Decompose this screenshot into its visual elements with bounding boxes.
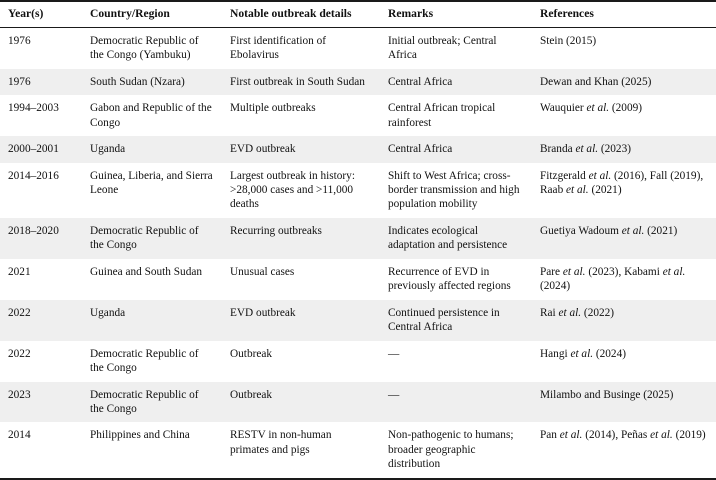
cell-year: 2014 bbox=[0, 422, 82, 478]
cell-details: Multiple outbreaks bbox=[222, 95, 380, 136]
table-row bbox=[0, 27, 716, 68]
cell-details: Outbreak bbox=[222, 382, 380, 423]
reference-year: (2021) bbox=[644, 224, 678, 237]
cell-details: Unusual cases bbox=[222, 259, 380, 300]
reference-author: Hangi bbox=[540, 347, 571, 360]
et-al-italic: et al. bbox=[662, 265, 686, 278]
reference-year: (2024) bbox=[540, 280, 571, 293]
et-al-italic: et al. bbox=[559, 429, 583, 442]
cell-year: 2000–2001 bbox=[0, 136, 82, 162]
cell-references bbox=[532, 136, 716, 162]
reference-author: Guetiya Wadoum bbox=[540, 224, 622, 237]
table-row bbox=[0, 341, 716, 382]
reference-year: (2021) bbox=[588, 184, 622, 196]
cell-country: Guinea, Liberia, and Sierra Leone bbox=[82, 163, 222, 218]
et-al-italic: et al. bbox=[575, 143, 599, 156]
table-row bbox=[0, 259, 716, 300]
table-row bbox=[0, 163, 716, 218]
cell-remarks: Central African tropical rainforest bbox=[380, 95, 532, 136]
reference-author: Fitzgerald bbox=[540, 169, 589, 182]
table-row bbox=[0, 382, 716, 423]
cell-references bbox=[532, 422, 716, 478]
cell-remarks: Shift to West Africa; cross-border transmission and high population mobility bbox=[380, 163, 532, 218]
cell-country: Democratic Republic of the Congo bbox=[82, 218, 222, 259]
cell-references bbox=[532, 163, 716, 218]
cell-references bbox=[532, 218, 716, 259]
cell-references: Dewan and Khan (2025) bbox=[532, 69, 716, 95]
column-header-references: References bbox=[532, 1, 716, 27]
table-body bbox=[0, 27, 716, 478]
et-al-italic: et al. bbox=[566, 184, 589, 196]
reference-author: Rai bbox=[540, 306, 559, 319]
cell-details: RESTV in non-human primates and pigs bbox=[222, 422, 380, 478]
cell-remarks: — bbox=[380, 382, 532, 423]
cell-country: Democratic Republic of the Congo (Yambuku) bbox=[82, 27, 222, 68]
cell-details: First identification of Ebolavirus bbox=[222, 27, 380, 68]
reference-author: Pare bbox=[540, 265, 563, 278]
column-header-country: Country/Region bbox=[82, 1, 222, 27]
table-row bbox=[0, 69, 716, 95]
et-al-italic: et al. bbox=[588, 169, 612, 182]
table-header bbox=[0, 1, 716, 27]
cell-country: Gabon and Republic of the Congo bbox=[82, 95, 222, 136]
cell-references: Stein (2015) bbox=[532, 27, 716, 68]
reference-year: (2023), Kabami bbox=[585, 265, 663, 278]
et-al-italic: et al. bbox=[558, 306, 582, 319]
cell-country: Uganda bbox=[82, 136, 222, 162]
cell-remarks: Non-pathogenic to humans; broader geographic distribution bbox=[380, 422, 532, 478]
cell-country: Philippines and China bbox=[82, 422, 222, 478]
cell-details: Outbreak bbox=[222, 341, 380, 382]
column-header-details: Notable outbreak details bbox=[222, 1, 380, 27]
table-row bbox=[0, 300, 716, 341]
table-row bbox=[0, 136, 716, 162]
reference-year: (2019) bbox=[672, 429, 706, 442]
cell-references: Milambo and Businge (2025) bbox=[532, 382, 716, 423]
cell-year: 2021 bbox=[0, 259, 82, 300]
cell-year: 1994–2003 bbox=[0, 95, 82, 136]
cell-details: Largest outbreak in history: >28,000 cases and >11,000 deaths bbox=[222, 163, 380, 218]
cell-country: South Sudan (Nzara) bbox=[82, 69, 222, 95]
et-al-italic: et al. bbox=[650, 429, 673, 442]
reference-year: (2022) bbox=[581, 306, 615, 319]
cell-remarks: Recurrence of EVD in previously affected regions bbox=[380, 259, 532, 300]
et-al-italic: et al. bbox=[562, 265, 586, 278]
reference-author: Pan bbox=[540, 429, 560, 442]
cell-references bbox=[532, 95, 716, 136]
reference-year: (2024) bbox=[593, 347, 626, 360]
cell-references bbox=[532, 341, 716, 382]
et-al-italic: et al. bbox=[621, 224, 645, 237]
cell-remarks: — bbox=[380, 341, 532, 382]
cell-year: 2014–2016 bbox=[0, 163, 82, 218]
cell-country: Uganda bbox=[82, 300, 222, 341]
column-header-year: Year(s) bbox=[0, 1, 82, 27]
cell-references bbox=[532, 259, 716, 300]
cell-year: 2018–2020 bbox=[0, 218, 82, 259]
cell-country: Guinea and South Sudan bbox=[82, 259, 222, 300]
cell-details: EVD outbreak bbox=[222, 136, 380, 162]
cell-country: Democratic Republic of the Congo bbox=[82, 341, 222, 382]
cell-year: 1976 bbox=[0, 69, 82, 95]
table-row bbox=[0, 95, 716, 136]
cell-remarks: Initial outbreak; Central Africa bbox=[380, 27, 532, 68]
et-al-italic: et al. bbox=[586, 102, 610, 115]
cell-details: First outbreak in South Sudan bbox=[222, 69, 380, 95]
cell-remarks: Central Africa bbox=[380, 69, 532, 95]
cell-year: 2023 bbox=[0, 382, 82, 423]
table-header-row bbox=[0, 1, 716, 27]
cell-remarks: Indicates ecological adaptation and persistence bbox=[380, 218, 532, 259]
reference-year: (2023) bbox=[598, 143, 631, 156]
table-row bbox=[0, 218, 716, 259]
column-header-remarks: Remarks bbox=[380, 1, 532, 27]
cell-remarks: Central Africa bbox=[380, 136, 532, 162]
reference-year: (2009) bbox=[609, 102, 643, 115]
cell-country: Democratic Republic of the Congo bbox=[82, 382, 222, 423]
et-al-italic: et al. bbox=[570, 347, 594, 360]
table-row bbox=[0, 422, 716, 478]
cell-details: EVD outbreak bbox=[222, 300, 380, 341]
reference-author: Branda bbox=[540, 143, 576, 156]
reference-author: Wauquier bbox=[540, 102, 587, 115]
cell-year: 2022 bbox=[0, 300, 82, 341]
cell-details: Recurring outbreaks bbox=[222, 218, 380, 259]
cell-references bbox=[532, 300, 716, 341]
reference-year: (2016), Fall (2019), Raab bbox=[540, 169, 704, 196]
cell-year: 2022 bbox=[0, 341, 82, 382]
cell-remarks: Continued persistence in Central Africa bbox=[380, 300, 532, 341]
reference-year: (2014), Peñas bbox=[582, 429, 651, 442]
cell-year: 1976 bbox=[0, 27, 82, 68]
